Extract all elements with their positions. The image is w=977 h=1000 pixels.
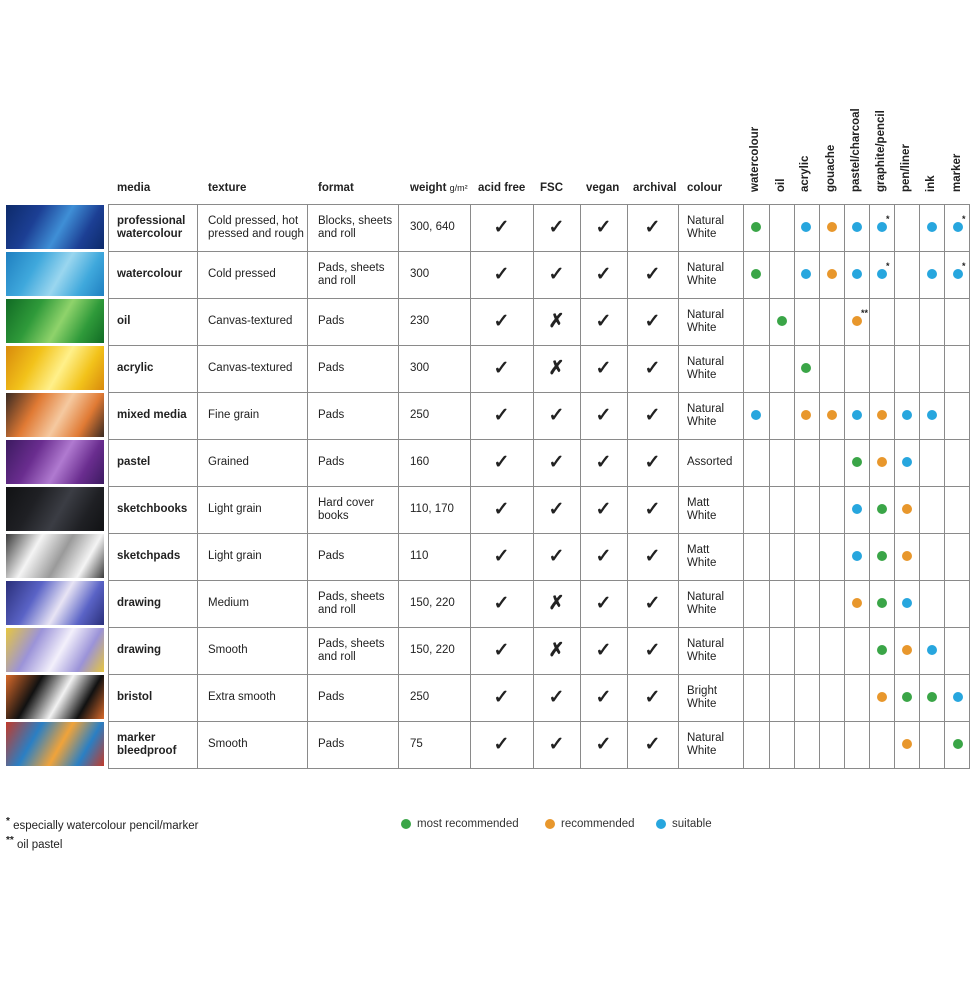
archival-mark: ✓ [644,217,661,239]
media-name: bristol [117,691,153,704]
legend-label: recommended [561,818,635,830]
paper-sample-image [6,722,104,766]
header-weight [410,182,468,194]
acid-free-mark: ✓ [493,358,510,380]
table-row [0,675,977,721]
most-recommended-dot [877,551,887,561]
acid-free-mark: ✓ [493,734,510,756]
media-name: sketchpads [117,550,181,563]
texture-value: Light grain [208,550,262,563]
header-acrylic: acrylic [799,155,811,192]
header-ink: ink [925,175,937,192]
fsc-mark: ✓ [548,405,565,427]
suitable-dot [852,269,862,279]
footnote-marker: * [962,214,966,224]
paper-sample-image [6,299,104,343]
media-name: drawing [117,597,162,610]
vegan-mark: ✓ [595,734,612,756]
header-oil: oil [775,178,787,192]
format-value: Pads [318,691,345,704]
legend-item-most [401,818,519,830]
most-recommended-dot [801,363,811,373]
legend-dot [656,819,666,829]
footnote-marker: * [886,261,890,271]
legend-dot [545,819,555,829]
paper-sample-image [6,675,104,719]
weight-value: 160 [410,456,430,469]
recommended-dot [902,645,912,655]
media-name: oil [117,315,131,328]
fsc-mark: ✓ [548,217,565,239]
paper-sample-image [6,393,104,437]
archival-mark: ✓ [644,452,661,474]
header-media: media [117,182,151,194]
format-value: Pads [318,456,345,469]
acid-free-mark: ✓ [493,546,510,568]
weight-value: 250 [410,691,430,704]
footnote-marker: ** [6,835,14,846]
texture-value: Cold pressed, hot pressed and rough [208,214,304,240]
acid-free-mark: ✓ [493,593,510,615]
colour-value: Natural White [687,308,725,334]
table-row [0,393,977,439]
vegan-mark: ✓ [595,264,612,286]
suitable-dot [852,504,862,514]
archival-mark: ✓ [644,358,661,380]
table-row [0,628,977,674]
texture-value: Medium [208,597,249,610]
header-weight-label: weight [410,182,447,194]
suitable-dot [953,692,963,702]
legend-label: most recommended [417,818,519,830]
suitable-dot [927,222,937,232]
header-texture: texture [208,182,247,194]
archival-mark: ✓ [644,593,661,615]
recommended-dot [877,457,887,467]
weight-value: 110 [410,550,429,563]
format-value: Pads, sheets and roll [318,590,385,616]
most-recommended-dot [877,598,887,608]
acid-free-mark: ✓ [493,311,510,333]
header-archival: archival [633,182,677,194]
most-recommended-dot [953,739,963,749]
acid-free-mark: ✓ [493,499,510,521]
suitable-dot [927,269,937,279]
table-row [0,440,977,486]
texture-value: Grained [208,456,249,469]
suitable-dot [801,222,811,232]
format-value: Pads, sheets and roll [318,637,385,663]
weight-value: 150, 220 [410,644,455,657]
weight-value: 300 [410,268,430,281]
archival-mark: ✓ [644,734,661,756]
format-value: Pads [318,550,345,563]
colour-value: Natural White [687,355,725,381]
weight-value: 75 [410,738,423,751]
weight-value: 230 [410,315,430,328]
vegan-mark: ✓ [595,499,612,521]
archival-mark: ✓ [644,311,661,333]
most-recommended-dot [852,457,862,467]
media-name: drawing [117,644,162,657]
table-row [0,205,977,251]
colour-value: Natural White [687,731,725,757]
most-recommended-dot [927,692,937,702]
format-value: Pads [318,315,345,328]
acid-free-mark: ✓ [493,217,510,239]
paper-sample-image [6,534,104,578]
header-format: format [318,182,354,194]
texture-value: Extra smooth [208,691,276,704]
most-recommended-dot [751,222,761,232]
footnote-marker: ** [861,308,869,318]
vegan-mark: ✓ [595,593,612,615]
footnote-marker: * [962,261,966,271]
texture-value: Canvas-textured [208,315,293,328]
acid-free-mark: ✓ [493,687,510,709]
archival-mark: ✓ [644,264,661,286]
weight-value: 300, 640 [410,221,455,234]
header-marker: marker [951,153,963,192]
header-watercolour: watercolour [749,126,761,192]
most-recommended-dot [902,692,912,702]
row-divider [108,768,970,769]
fsc-mark: ✗ [548,593,565,615]
paper-sample-image [6,581,104,625]
format-value: Pads [318,409,345,422]
fsc-mark: ✓ [548,499,565,521]
header-weight-unit: g/m² [449,183,468,193]
colour-value: Matt White [687,543,717,569]
recommended-dot [877,410,887,420]
acid-free-mark: ✓ [493,640,510,662]
archival-mark: ✓ [644,687,661,709]
media-name: watercolour [117,268,183,281]
table-row [0,252,977,298]
header-pastel-charcoal: pastel/charcoal [850,108,862,192]
weight-value: 250 [410,409,430,422]
media-name: professional watercolour [117,214,186,240]
most-recommended-dot [777,316,787,326]
footnote-marker: * [886,214,890,224]
media-name: mixed media [117,409,187,422]
vegan-mark: ✓ [595,358,612,380]
format-value: Pads [318,362,345,375]
texture-value: Canvas-textured [208,362,293,375]
vegan-mark: ✓ [595,640,612,662]
texture-value: Fine grain [208,409,260,422]
fsc-mark: ✗ [548,358,565,380]
paper-sample-image [6,205,104,249]
vegan-mark: ✓ [595,311,612,333]
recommended-dot [827,222,837,232]
fsc-mark: ✗ [548,640,565,662]
format-value: Pads, sheets and roll [318,261,385,287]
colour-value: Natural White [687,637,725,663]
header-fsc: FSC [540,182,563,194]
acid-free-mark: ✓ [493,264,510,286]
media-name: sketchbooks [117,503,188,516]
texture-value: Smooth [208,644,248,657]
suitable-dot [751,410,761,420]
colour-value: Natural White [687,261,725,287]
recommended-dot [827,410,837,420]
archival-mark: ✓ [644,640,661,662]
fsc-mark: ✓ [548,734,565,756]
header-colour: colour [687,182,723,194]
texture-value: Light grain [208,503,262,516]
recommended-dot [902,504,912,514]
paper-sample-image [6,440,104,484]
table-row [0,581,977,627]
archival-mark: ✓ [644,405,661,427]
suitable-dot [852,222,862,232]
suitable-dot [852,410,862,420]
header-vegan: vegan [586,182,620,194]
legend-label: suitable [672,818,712,830]
format-value: Hard cover books [318,496,375,522]
media-name: marker bleedproof [117,731,177,757]
recommended-dot [852,598,862,608]
table-row [0,346,977,392]
acid-free-mark: ✓ [493,405,510,427]
texture-value: Cold pressed [208,268,276,281]
header-graphite-pencil: graphite/pencil [875,110,887,192]
media-name: pastel [117,456,151,469]
vegan-mark: ✓ [595,452,612,474]
weight-value: 110, 170 [410,503,454,516]
suitable-dot [801,269,811,279]
header-gouache: gouache [825,144,837,192]
footnote-text: oil pastel [17,838,63,851]
fsc-mark: ✓ [548,452,565,474]
table-row [0,299,977,345]
weight-value: 150, 220 [410,597,455,610]
table-row [0,722,977,768]
footnote-text: especially watercolour pencil/marker [13,819,199,832]
colour-value: Natural White [687,214,725,240]
legend-dot [401,819,411,829]
most-recommended-dot [877,504,887,514]
table-row [0,487,977,533]
suitable-dot [902,457,912,467]
fsc-mark: ✓ [548,546,565,568]
acid-free-mark: ✓ [493,452,510,474]
archival-mark: ✓ [644,546,661,568]
colour-value: Natural White [687,402,725,428]
archival-mark: ✓ [644,499,661,521]
footnote [6,816,198,832]
texture-value: Smooth [208,738,248,751]
colour-value: Natural White [687,590,725,616]
media-name: acrylic [117,362,154,375]
suitable-dot [852,551,862,561]
format-value: Blocks, sheets and roll [318,214,393,240]
colour-value: Matt White [687,496,717,522]
colour-value: Bright White [687,684,718,710]
recommended-dot [902,739,912,749]
legend-item-rec [545,818,635,830]
most-recommended-dot [877,645,887,655]
recommended-dot [902,551,912,561]
vegan-mark: ✓ [595,687,612,709]
suitable-dot [902,410,912,420]
vegan-mark: ✓ [595,405,612,427]
recommended-dot [801,410,811,420]
format-value: Pads [318,738,345,751]
fsc-mark: ✓ [548,687,565,709]
paper-sample-image [6,252,104,296]
weight-value: 300 [410,362,430,375]
suitable-dot [902,598,912,608]
paper-sample-image [6,346,104,390]
colour-value: Assorted [687,456,733,469]
most-recommended-dot [751,269,761,279]
vegan-mark: ✓ [595,546,612,568]
footnote-marker: * [6,816,10,827]
table-row [0,534,977,580]
footnote [6,835,62,851]
paper-sample-image [6,487,104,531]
fsc-mark: ✓ [548,264,565,286]
legend-item-suit [656,818,712,830]
paper-sample-image [6,628,104,672]
suitable-dot [927,645,937,655]
vegan-mark: ✓ [595,217,612,239]
header-pen-liner: pen/liner [900,144,912,192]
fsc-mark: ✗ [548,311,565,333]
recommended-dot [877,692,887,702]
recommended-dot [827,269,837,279]
header-acid-free: acid free [478,182,526,194]
suitable-dot [927,410,937,420]
